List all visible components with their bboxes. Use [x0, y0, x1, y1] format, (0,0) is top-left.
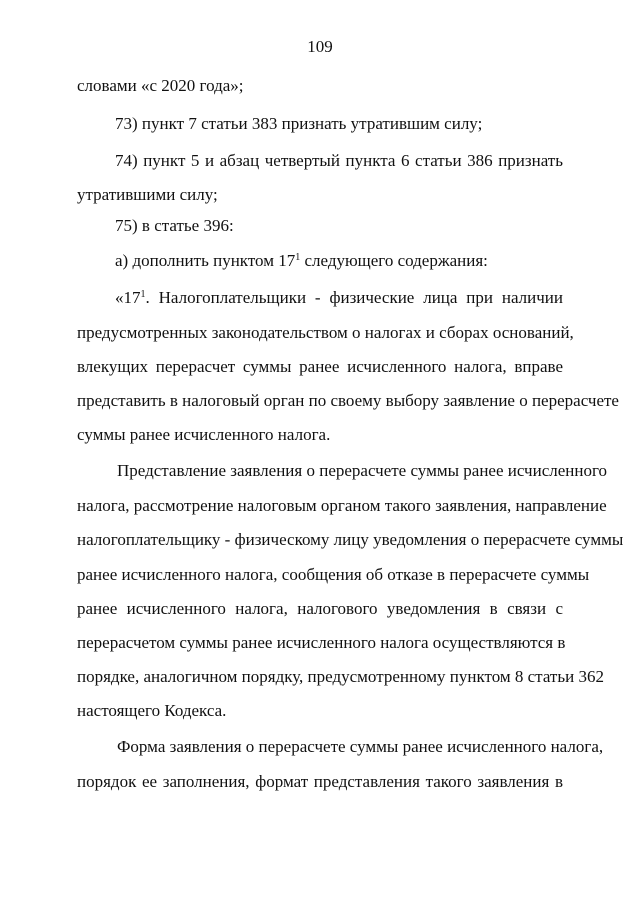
list-item-75: 75) в статье 396: — [115, 216, 234, 235]
page-number: 109 — [307, 37, 333, 56]
text-line: представить в налоговый орган по своему выбору заявление о перерасчете — [77, 391, 619, 410]
text-line: словами «с 2020 года»; — [77, 76, 244, 95]
text-line: влекущих перерасчет суммы ранее исчисленного налога, вправе — [77, 357, 563, 376]
list-item-74: 74) пункт 5 и абзац четвертый пункта 6 статьи 386 признать — [115, 151, 563, 170]
text-line: суммы ранее исчисленного налога. — [77, 425, 331, 444]
paragraph-start: Представление заявления о перерасчете суммы ранее исчисленного — [117, 461, 608, 480]
superscript: 1 — [140, 289, 146, 300]
text-line: налогоплательщику - физическому лицу уведомления о перерасчете суммы — [77, 530, 624, 549]
text-line: налога, рассмотрение налоговым органом такого заявления, направление — [77, 496, 607, 515]
text-segment: . Налогоплательщики - физические лица при наличии — [145, 288, 563, 307]
text-line: утратившими силу; — [77, 185, 218, 204]
text-line: перерасчетом суммы ранее исчисленного налога осуществляются в — [77, 633, 566, 652]
text-line: ранее исчисленного налога, сообщения об отказе в перерасчете суммы — [77, 565, 590, 584]
list-item-73: 73) пункт 7 статьи 383 признать утратившим силу; — [115, 114, 483, 133]
superscript: 1 — [295, 252, 301, 263]
text-line: настоящего Кодекса. — [77, 701, 227, 720]
text-segment: следующего содержания: — [300, 251, 488, 270]
text-line: предусмотренных законодательством о налогах и сборах оснований, — [77, 323, 574, 342]
sub-item-a — [115, 250, 563, 272]
text-line: порядок ее заполнения, формат представления такого заявления в — [77, 772, 563, 791]
paragraph-start: Форма заявления о перерасчете суммы ранее исчисленного налога, — [117, 737, 604, 756]
text-line: порядке, аналогичном порядку, предусмотренному пунктом 8 статьи 362 — [77, 667, 604, 686]
quoted-paragraph-start — [115, 287, 563, 309]
text-line: ранее исчисленного налога, налогового уведомления в связи с — [77, 599, 563, 618]
text-segment: а) дополнить пунктом 17 — [115, 251, 296, 270]
text-segment: «17 — [115, 288, 141, 307]
